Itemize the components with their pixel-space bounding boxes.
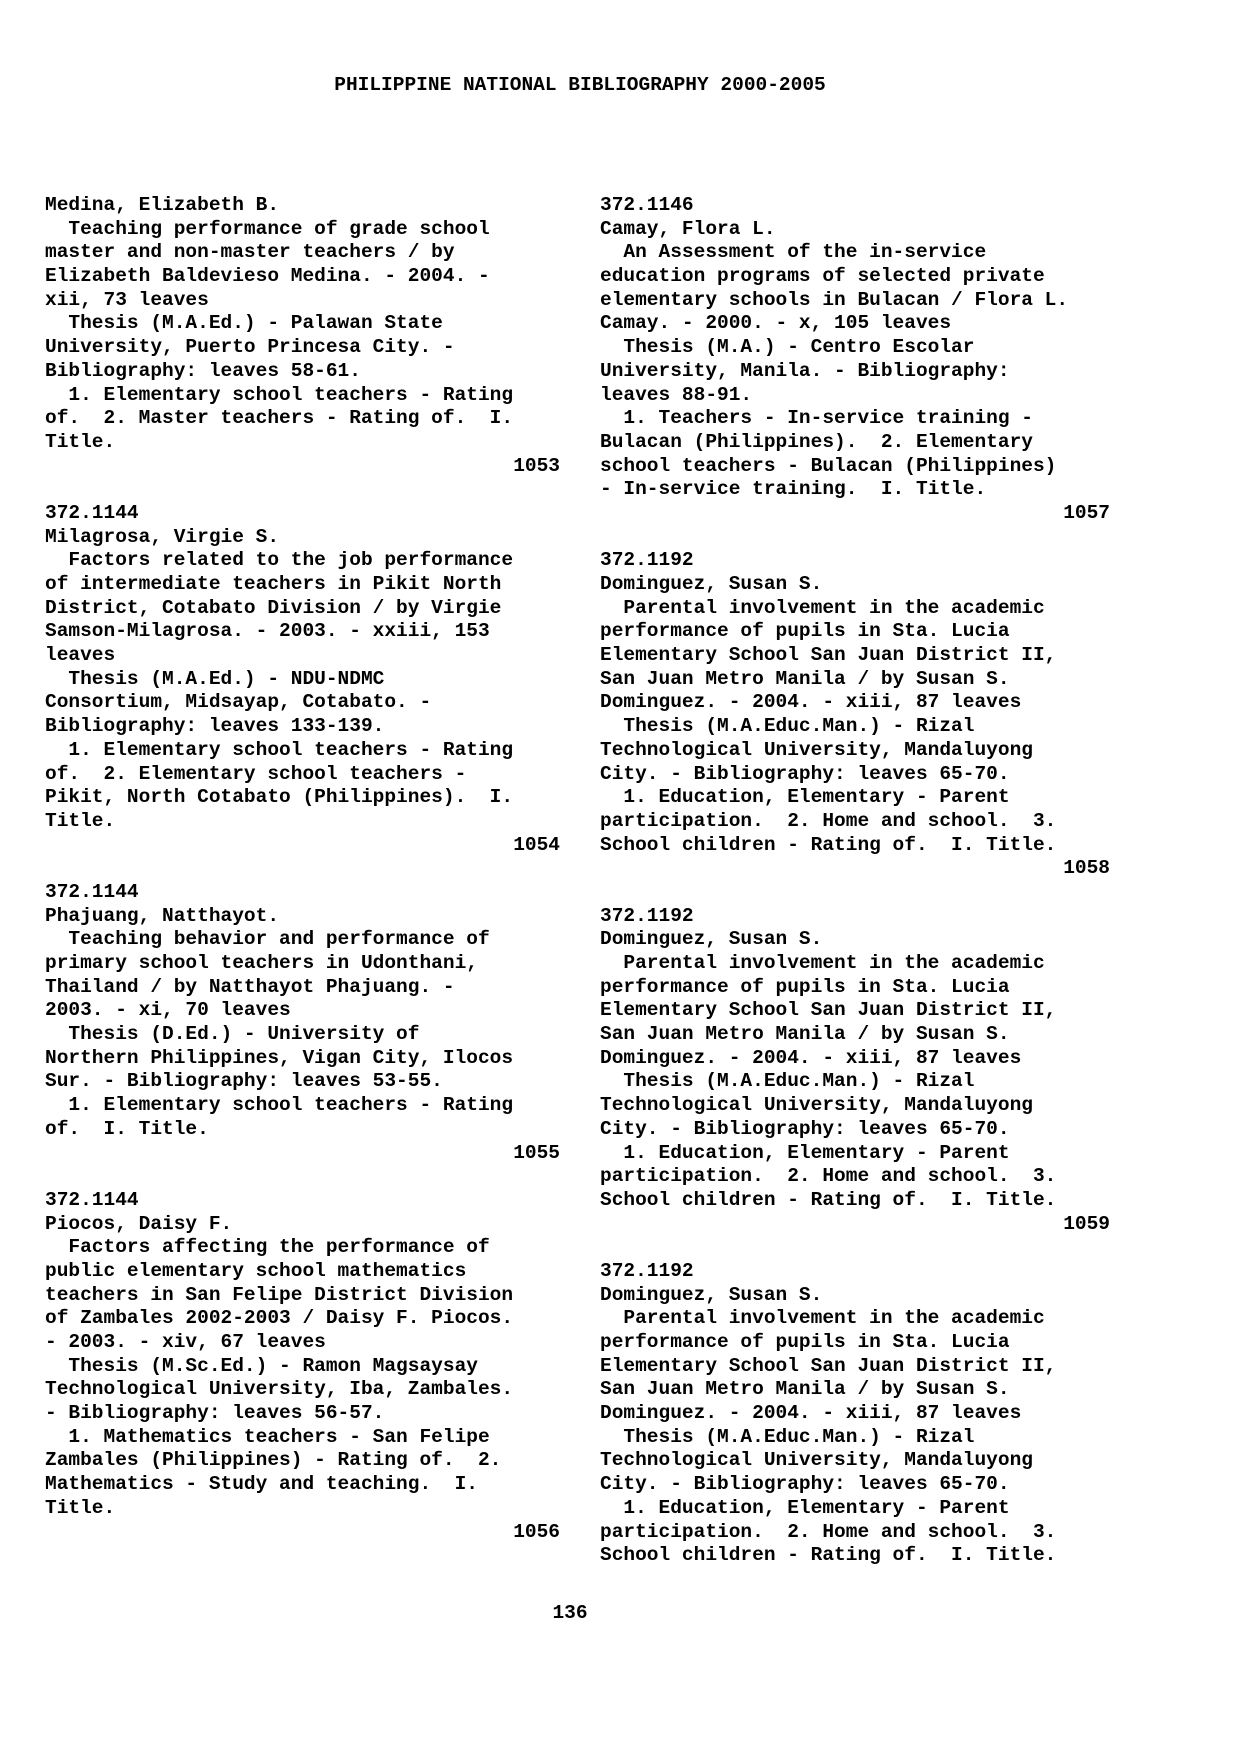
entry-line: participation. 2. Home and school. 3. (600, 1520, 1057, 1543)
blank-line (600, 881, 1110, 905)
entry-line: School children - Rating of. I. Title. (600, 1188, 1057, 1211)
entry-line: Pikit, North Cotabato (Philippines). I. (45, 786, 514, 809)
entry-line: Title. (45, 809, 116, 832)
blank-line (600, 526, 1110, 550)
entry-line: Thesis (M.A.Ed.) - Palawan State (45, 312, 443, 335)
entry-line: Title. (45, 430, 116, 453)
entry-line: Elementary School San Juan District II, (600, 999, 1057, 1022)
entry-number: 1053 (513, 454, 560, 477)
entry-line: Parental involvement in the academic (600, 1307, 1045, 1330)
entry-line: Parental involvement in the academic (600, 952, 1045, 974)
entry-line: District, Cotabato Division / by Virgie (45, 596, 502, 619)
entry-line: Bibliography: leaves 133-139. (45, 715, 385, 738)
entry-line: Dominguez, Susan S. (600, 573, 823, 595)
entry-line: Dominguez. - 2004. - xiii, 87 leaves (600, 1046, 1022, 1069)
entry-line: 372.1144 (45, 1188, 139, 1211)
entry-number: 1054 (513, 833, 560, 856)
entry-line: 372.1192 (600, 904, 694, 927)
entry-line: Mathematics - Study and teaching. I. (45, 1473, 478, 1496)
entry-line: 2003. - xi, 70 leaves (45, 999, 291, 1022)
entry-line: Piocos, Daisy F. (45, 1212, 233, 1235)
entry-line: Camay. - 2000. - x, 105 leaves (600, 312, 952, 335)
entry-line: City. - Bibliography: leaves 65-70. (600, 1117, 1010, 1140)
entry-line: - In-service training. I. Title. (600, 478, 987, 501)
entry-line: 1. Elementary school teachers - Rating (45, 1094, 514, 1117)
entry-line: of intermediate teachers in Pikit North (45, 573, 502, 595)
entry-line: - Bibliography: leaves 56-57. (45, 1402, 385, 1425)
entry-number: 1056 (513, 1520, 560, 1543)
entry-line: school teachers - Bulacan (Philippines) (600, 454, 1057, 477)
entry-line: Technological University, Mandaluyong (600, 738, 1033, 761)
blank-line (45, 857, 560, 881)
entry-line: Thesis (M.Sc.Ed.) - Ramon Magsaysay (45, 1354, 478, 1377)
entry-line: of. I. Title. (45, 1117, 209, 1140)
right-column (600, 194, 1110, 1568)
entry-line: of. 2. Master teachers - Rating of. I. (45, 407, 514, 430)
entry-line: Bibliography: leaves 58-61. (45, 359, 361, 382)
entry-line: 1. Elementary school teachers - Rating (45, 738, 514, 761)
entry-line: Thesis (D.Ed.) - University of (45, 1023, 420, 1046)
entry-line: Dominguez, Susan S. (600, 928, 823, 951)
blank-line (45, 478, 560, 502)
entry-line: An Assessment of the in-service (600, 241, 987, 264)
entry-line: Thesis (M.A.Educ.Man.) - Rizal (600, 1070, 975, 1093)
entry-line: 1. Education, Elementary - Parent (600, 1141, 1010, 1164)
entry-line: elementary schools in Bulacan / Flora L. (600, 288, 1069, 311)
entry-line: participation. 2. Home and school. 3. (600, 1165, 1057, 1188)
entry-line: Title. (45, 1496, 116, 1519)
entry-line: Dominguez, Susan S. (600, 1283, 823, 1306)
entry-line: Dominguez. - 2004. - xiii, 87 leaves (600, 691, 1022, 714)
entry-line: Factors affecting the performance of (45, 1236, 490, 1259)
entry-line: Medina, Elizabeth B. (45, 194, 280, 216)
entry-line: 1. Education, Elementary - Parent (600, 786, 1010, 809)
entry-line: San Juan Metro Manila / by Susan S. (600, 1023, 1010, 1046)
entry-line: of. 2. Elementary school teachers - (45, 762, 467, 785)
entry-line: Phajuang, Natthayot. (45, 904, 280, 927)
entry-line: 1. Education, Elementary - Parent (600, 1496, 1010, 1519)
entry-line: Teaching behavior and performance of (45, 928, 490, 951)
entry-line: 372.1192 (600, 1259, 694, 1282)
entry-line: Technological University, Iba, Zambales. (45, 1378, 514, 1401)
entry-line: - 2003. - xiv, 67 leaves (45, 1331, 326, 1353)
entry-line: Thesis (M.A.Ed.) - NDU-NDMC (45, 667, 385, 690)
entry-line: participation. 2. Home and school. 3. (600, 809, 1057, 832)
entry-line: School children - Rating of. I. Title. (600, 833, 1057, 856)
entry-line: 1. Elementary school teachers - Rating (45, 383, 514, 406)
entry-line: Technological University, Mandaluyong (600, 1449, 1033, 1472)
entry-line: 1. Teachers - In-service training - (600, 407, 1033, 430)
entry-number: 1058 (1063, 857, 1110, 880)
entry-number: 1059 (1063, 1212, 1110, 1235)
entry-line: Thesis (M.A.Educ.Man.) - Rizal (600, 715, 975, 738)
entry-line: Thesis (M.A.) - Centro Escolar (600, 336, 975, 359)
entry-line: 1. Mathematics teachers - San Felipe (45, 1425, 490, 1448)
entry-line: Camay, Flora L. (600, 217, 776, 240)
entry-line: Consortium, Midsayap, Cotabato. - (45, 691, 432, 714)
entry-line: 372.1144 (45, 880, 139, 903)
entry-line: teachers in San Felipe District Division (45, 1283, 514, 1306)
entry-line: performance of pupils in Sta. Lucia (600, 620, 1010, 643)
entry-line: public elementary school mathematics (45, 1259, 467, 1282)
entry-line: 372.1146 (600, 194, 694, 216)
entry-line: education programs of selected private (600, 265, 1045, 288)
entry-line: School children - Rating of. I. Title. (600, 1544, 1057, 1567)
entry-line: Milagrosa, Virgie S. (45, 525, 280, 548)
entry-line: Sur. - Bibliography: leaves 53-55. (45, 1070, 443, 1093)
entry-number: 1057 (1063, 501, 1110, 524)
entry-line: Dominguez. - 2004. - xiii, 87 leaves (600, 1402, 1022, 1425)
entry-line: leaves 88-91. (600, 383, 753, 406)
entry-line: Samson-Milagrosa. - 2003. - xxiii, 153 (45, 620, 490, 643)
entry-line: University, Puerto Princesa City. - (45, 336, 455, 359)
entry-line: Northern Philippines, Vigan City, Ilocos (45, 1046, 514, 1069)
entry-line: University, Manila. - Bibliography: (600, 359, 1010, 382)
entry-line: Bulacan (Philippines). 2. Elementary (600, 430, 1033, 453)
entry-line: master and non-master teachers / by (45, 241, 455, 264)
entry-line: City. - Bibliography: leaves 65-70. (600, 1473, 1010, 1496)
entry-line: Zambales (Philippines) - Rating of. 2. (45, 1449, 502, 1472)
page-header: PHILIPPINE NATIONAL BIBLIOGRAPHY 2000-2005 (334, 74, 826, 96)
entry-line: performance of pupils in Sta. Lucia (600, 975, 1010, 998)
entry-line: Thailand / by Natthayot Phajuang. - (45, 975, 455, 998)
entry-line: City. - Bibliography: leaves 65-70. (600, 762, 1010, 785)
entry-line: Factors related to the job performance (45, 549, 514, 572)
entry-line: Elementary School San Juan District II, (600, 644, 1057, 667)
entry-line: of Zambales 2002-2003 / Daisy F. Piocos. (45, 1307, 514, 1330)
entry-line: performance of pupils in Sta. Lucia (600, 1331, 1010, 1353)
entry-line: Thesis (M.A.Educ.Man.) - Rizal (600, 1425, 975, 1448)
entry-line: San Juan Metro Manila / by Susan S. (600, 1378, 1010, 1401)
left-column (45, 194, 560, 1544)
entry-line: leaves (45, 644, 116, 667)
entry-line: primary school teachers in Udonthani, (45, 952, 478, 974)
entry-line: 372.1192 (600, 549, 694, 572)
entry-line: San Juan Metro Manila / by Susan S. (600, 667, 1010, 690)
entry-line: Technological University, Mandaluyong (600, 1094, 1033, 1117)
blank-line (45, 1165, 560, 1189)
entry-line: Parental involvement in the academic (600, 596, 1045, 619)
entry-number: 1055 (513, 1141, 560, 1164)
entry-line: Elementary School San Juan District II, (600, 1354, 1057, 1377)
entry-line: Elizabeth Baldevieso Medina. - 2004. - (45, 265, 490, 288)
entry-line: 372.1144 (45, 501, 139, 524)
blank-line (600, 1236, 1110, 1260)
entry-line: Teaching performance of grade school (45, 217, 490, 240)
entry-line: xii, 73 leaves (45, 288, 209, 311)
page-number: 136 (552, 1602, 588, 1624)
